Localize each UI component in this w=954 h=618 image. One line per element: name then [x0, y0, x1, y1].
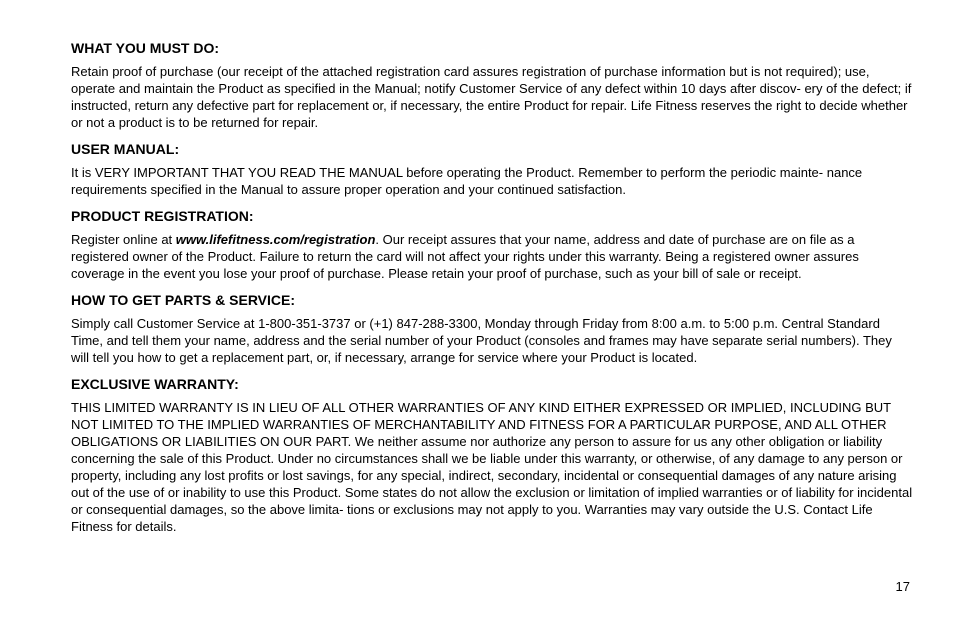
- page-number: 17: [895, 579, 910, 594]
- section-user-manual: [71, 141, 913, 198]
- section-heading: PRODUCT REGISTRATION:: [71, 208, 254, 224]
- section-body: Simply call Customer Service at 1-800-351-3737 or (+1) 847-288-3300, Monday through Friday from 8:00 a.m. to 5:00 p.m. Central Standard Time, and tell them your name, address and the serial number of your Product (consoles and frames may have separate serial numbers). They will tell you how to get a replacement part, or, if necessary, arrange for service where your Product is located.: [71, 316, 892, 365]
- section-heading: WHAT YOU MUST DO:: [71, 40, 220, 56]
- section-product-registration: [71, 208, 913, 282]
- section-what-you-must-do: [71, 40, 913, 131]
- section-body-suffix: . Our receipt assures that your name, address and date of purchase are on file as a registered owner of the Product. Failure to return the card will not affect your rights under this warranty. Being a registered owner assures coverage in the event you lose your proof of purchase. Please retain your proof of purchase, such as your bill of sale or receipt.: [71, 232, 859, 281]
- section-exclusive-warranty: [71, 376, 913, 535]
- registration-url-link[interactable]: www.lifefitness.com/registration: [175, 232, 376, 247]
- section-heading: HOW TO GET PARTS & SERVICE:: [71, 292, 296, 308]
- section-parts-and-service: [71, 292, 913, 366]
- section-body: THIS LIMITED WARRANTY IS IN LIEU OF ALL OTHER WARRANTIES OF ANY KIND EITHER EXPRESSED OR IMPLIED, INCLUDING BUT NOT LIMITED TO THE IMPLIED WARRANTIES OF MERCHANTABILITY AND FITNESS FOR A PARTICULAR PURPOSE, AND ALL OTHER OBLIGATIONS OR LIABILITIES ON OUR PART. We neither assume nor authorize any person to assure for us any other obligation or liability concerning the sale of this Product. Under no circumstances shall we be liable under this warranty, or otherwise, of any damage to any person or property, including any lost profits or lost savings, for any special, indirect, secondary, incidental or consequential damages of any nature arising out of the use of or inability to use this Product. Some states do not allow the exclusion or limitation of implied warranties or of liability for incidental or consequential damages, so the above limita- tions or exclusions may not apply to you. Warranties may vary outside the U.S. Contact Life Fitness for details.: [71, 400, 913, 534]
- section-heading: USER MANUAL:: [71, 141, 180, 157]
- section-body: [71, 231, 913, 282]
- section-body: It is VERY IMPORTANT THAT YOU READ THE MANUAL before operating the Product. Remember to perform the periodic mainte- nance requirements specified in the Manual to assure proper operation and your continued satisfaction.: [71, 165, 863, 197]
- section-body-prefix: Register online at: [71, 232, 176, 247]
- document-page: [71, 40, 913, 545]
- section-body: Retain proof of purchase (our receipt of the attached registration card assures registration of purchase information but is not required); use, operate and maintain the Product as specified in the Manual; notify Customer Service of any defect within 10 days after discov- ery of the defect; if instructed, return any defective part for replacement or, if necessary, the entire Product for repair. Life Fitness reserves the right to decide whether or not a product is to be returned for repair.: [71, 64, 912, 130]
- section-heading: EXCLUSIVE WARRANTY:: [71, 376, 239, 392]
